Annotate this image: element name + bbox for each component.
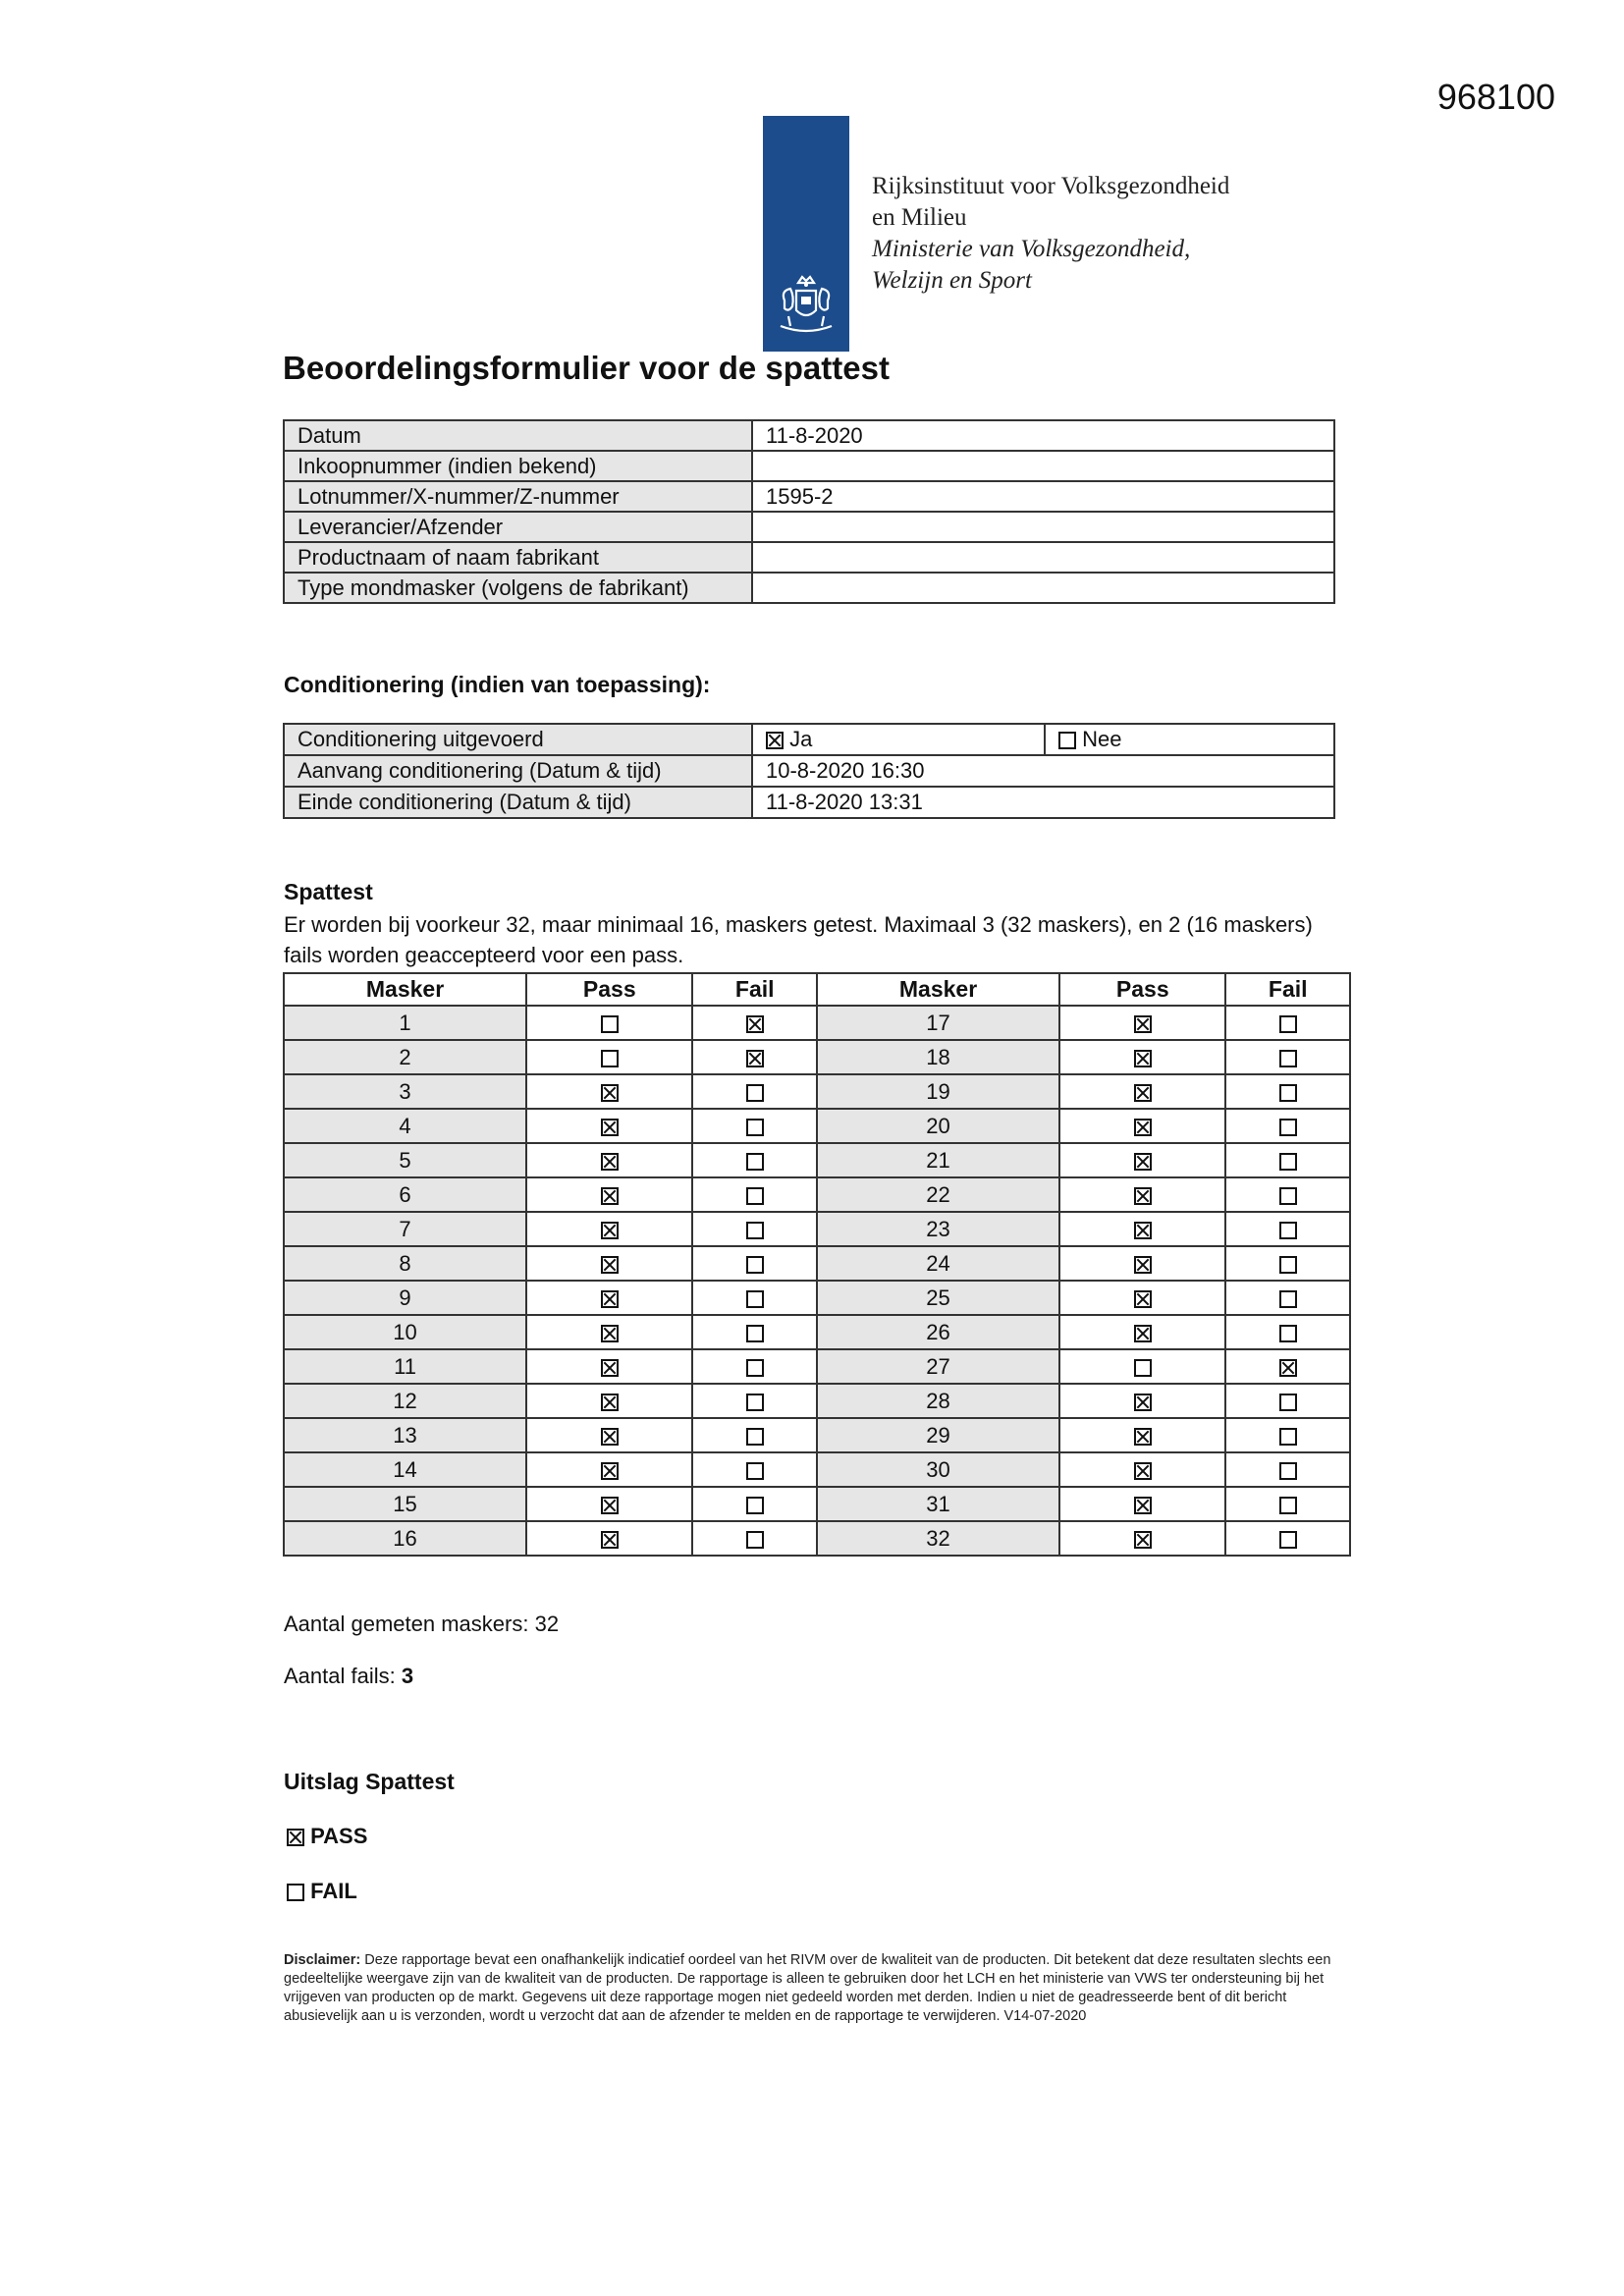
mask-number: 11 xyxy=(284,1349,526,1384)
mask-fail-checkbox[interactable] xyxy=(1279,1325,1297,1342)
mask-number: 22 xyxy=(817,1177,1059,1212)
mask-fail-checkbox[interactable] xyxy=(746,1428,764,1446)
mask-pass-cell[interactable] xyxy=(1059,1246,1225,1281)
mask-pass-checkbox[interactable] xyxy=(1134,1394,1152,1411)
mask-fail-checkbox[interactable] xyxy=(746,1222,764,1239)
conditioning-end-label: Einde conditionering (Datum & tijd) xyxy=(284,787,752,818)
mask-pass-checkbox[interactable] xyxy=(1134,1015,1152,1033)
mask-pass-cell[interactable] xyxy=(526,1349,692,1384)
mask-fail-cell[interactable] xyxy=(692,1487,817,1521)
mask-number: 3 xyxy=(284,1074,526,1109)
conditioning-end-row xyxy=(284,787,1334,818)
spattest-heading: Spattest xyxy=(284,879,373,904)
mask-fail-cell[interactable] xyxy=(1225,1177,1350,1212)
mask-pass-checkbox[interactable] xyxy=(1134,1290,1152,1308)
mask-pass-cell[interactable] xyxy=(526,1246,692,1281)
mask-column-header: Fail xyxy=(692,973,817,1006)
mask-number: 32 xyxy=(817,1521,1059,1556)
mask-number: 15 xyxy=(284,1487,526,1521)
mask-row xyxy=(284,1384,1350,1418)
mask-pass-checkbox[interactable] xyxy=(1134,1359,1152,1377)
mask-number: 23 xyxy=(817,1212,1059,1246)
mask-fail-cell[interactable] xyxy=(692,1315,817,1349)
mask-row xyxy=(284,1246,1350,1281)
mask-pass-cell[interactable] xyxy=(526,1418,692,1452)
info-value[interactable]: 1595-2 xyxy=(752,481,1334,512)
mask-number: 4 xyxy=(284,1109,526,1143)
mask-fail-cell[interactable] xyxy=(692,1109,817,1143)
info-row xyxy=(284,512,1334,542)
mask-fail-cell[interactable] xyxy=(692,1040,817,1074)
mask-pass-checkbox[interactable] xyxy=(601,1497,619,1514)
mask-fail-cell[interactable] xyxy=(692,1143,817,1177)
mask-fail-cell[interactable] xyxy=(1225,1315,1350,1349)
mask-pass-checkbox[interactable] xyxy=(1134,1084,1152,1102)
mask-number: 18 xyxy=(817,1040,1059,1074)
mask-number: 25 xyxy=(817,1281,1059,1315)
mask-row xyxy=(284,1315,1350,1349)
conditioning-no-label: Nee xyxy=(1082,727,1122,751)
mask-fail-checkbox[interactable] xyxy=(1279,1153,1297,1171)
mask-pass-cell[interactable] xyxy=(526,1487,692,1521)
mask-pass-checkbox[interactable] xyxy=(1134,1497,1152,1514)
mask-pass-cell[interactable] xyxy=(1059,1143,1225,1177)
organization-line-2: en Milieu xyxy=(872,204,967,231)
mask-row xyxy=(284,1281,1350,1315)
info-value[interactable]: 11-8-2020 xyxy=(752,420,1334,451)
mask-pass-cell[interactable] xyxy=(526,1521,692,1556)
mask-table-header xyxy=(284,973,1350,1006)
mask-pass-checkbox[interactable] xyxy=(1134,1153,1152,1171)
mask-pass-checkbox[interactable] xyxy=(1134,1119,1152,1136)
mask-fail-cell[interactable] xyxy=(1225,1452,1350,1487)
fails-label: Aantal fails: xyxy=(284,1664,396,1688)
mask-fail-checkbox[interactable] xyxy=(746,1119,764,1136)
mask-fail-checkbox[interactable] xyxy=(1279,1015,1297,1033)
info-label: Lotnummer/X-nummer/Z-nummer xyxy=(284,481,752,512)
disclaimer-text: Deze rapportage bevat een onafhankelijk indicatief oordeel van het RIVM over de kwaliteit van de producten. Dit betekent dat deze resultaten slechts een gedeeltelijke weergave zijn van de kwaliteit van de producten. De rapportage is alleen te gebruiken door het LCH en het ministerie van VWS ter ondersteuning bij het vrijgeven van producten op de markt. Gegevens uit deze rapportage mogen niet gedeeld worden met derden. Indien u niet de geadresseerde bent of dit bericht abusievelijk aan u is verzonden, wordt u verzocht dat aan de afzender te melden en de rapportage te verwijderen. V14-07-2020 xyxy=(284,1952,1331,2024)
mask-row xyxy=(284,1418,1350,1452)
mask-fail-checkbox[interactable] xyxy=(1279,1290,1297,1308)
mask-fail-checkbox[interactable] xyxy=(1279,1359,1297,1377)
mask-fail-checkbox[interactable] xyxy=(746,1187,764,1205)
fails-summary xyxy=(284,1664,413,1689)
mask-pass-cell[interactable] xyxy=(526,1281,692,1315)
conditioning-heading: Conditionering (indien van toepassing): xyxy=(284,672,711,697)
mask-row xyxy=(284,1521,1350,1556)
mask-fail-cell[interactable] xyxy=(692,1521,817,1556)
mask-number: 6 xyxy=(284,1177,526,1212)
mask-pass-checkbox[interactable] xyxy=(601,1394,619,1411)
mask-row xyxy=(284,1487,1350,1521)
mask-fail-checkbox[interactable] xyxy=(1279,1084,1297,1102)
mask-pass-checkbox[interactable] xyxy=(601,1462,619,1480)
mask-fail-cell[interactable] xyxy=(1225,1281,1350,1315)
conditioning-no-checkbox[interactable] xyxy=(1058,732,1076,749)
info-row xyxy=(284,573,1334,603)
mask-pass-checkbox[interactable] xyxy=(601,1325,619,1342)
mask-pass-checkbox[interactable] xyxy=(601,1015,619,1033)
mask-pass-cell[interactable] xyxy=(526,1452,692,1487)
mask-fail-checkbox[interactable] xyxy=(1279,1394,1297,1411)
mask-column-header: Pass xyxy=(1059,973,1225,1006)
info-value[interactable] xyxy=(752,573,1334,603)
mask-fail-checkbox[interactable] xyxy=(1279,1222,1297,1239)
info-label: Datum xyxy=(284,420,752,451)
mask-fail-checkbox[interactable] xyxy=(1279,1428,1297,1446)
info-label: Type mondmasker (volgens de fabrikant) xyxy=(284,573,752,603)
mask-pass-checkbox[interactable] xyxy=(601,1359,619,1377)
mask-fail-cell[interactable] xyxy=(692,1212,817,1246)
spattest-description: Er worden bij voorkeur 32, maar minimaal 16, maskers getest. Maximaal 3 (32 maskers), en 2 (16 maskers) fails worden geaccepteerd voor een pass. xyxy=(284,912,1313,967)
mask-number: 2 xyxy=(284,1040,526,1074)
info-row xyxy=(284,542,1334,573)
mask-row xyxy=(284,1006,1350,1040)
mask-number: 1 xyxy=(284,1006,526,1040)
mask-row xyxy=(284,1040,1350,1074)
mask-fail-cell[interactable] xyxy=(1225,1487,1350,1521)
mask-fail-cell[interactable] xyxy=(692,1281,817,1315)
mask-number: 20 xyxy=(817,1109,1059,1143)
mask-fail-cell[interactable] xyxy=(1225,1074,1350,1109)
mask-fail-cell[interactable] xyxy=(1225,1521,1350,1556)
result-pass-label: PASS xyxy=(310,1824,368,1848)
mask-fail-checkbox[interactable] xyxy=(1279,1119,1297,1136)
disclaimer-label: Disclaimer: xyxy=(284,1952,361,1968)
product-info-table xyxy=(283,419,1335,604)
royal-crest-icon xyxy=(771,271,841,342)
mask-fail-checkbox[interactable] xyxy=(746,1084,764,1102)
mask-pass-cell[interactable] xyxy=(1059,1384,1225,1418)
disclaimer xyxy=(284,1951,1336,2026)
mask-number: 30 xyxy=(817,1452,1059,1487)
mask-pass-checkbox[interactable] xyxy=(1134,1050,1152,1067)
mask-pass-cell[interactable] xyxy=(526,1315,692,1349)
mask-fail-cell[interactable] xyxy=(692,1418,817,1452)
result-pass-option[interactable] xyxy=(287,1824,367,1849)
mask-pass-cell[interactable] xyxy=(1059,1177,1225,1212)
result-fail-option[interactable] xyxy=(287,1879,357,1904)
mask-number: 21 xyxy=(817,1143,1059,1177)
mask-pass-checkbox[interactable] xyxy=(601,1256,619,1274)
measured-masks-value: 32 xyxy=(534,1612,560,1636)
mask-number: 26 xyxy=(817,1315,1059,1349)
mask-pass-cell[interactable] xyxy=(1059,1452,1225,1487)
mask-pass-cell[interactable] xyxy=(1059,1521,1225,1556)
mask-pass-cell[interactable] xyxy=(1059,1109,1225,1143)
mask-pass-checkbox[interactable] xyxy=(1134,1256,1152,1274)
mask-column-header: Masker xyxy=(284,973,526,1006)
mask-number: 14 xyxy=(284,1452,526,1487)
mask-fail-checkbox[interactable] xyxy=(746,1531,764,1549)
mask-fail-cell[interactable] xyxy=(1225,1246,1350,1281)
info-row xyxy=(284,451,1334,481)
mask-fail-checkbox[interactable] xyxy=(746,1394,764,1411)
conditioning-yes-label: Ja xyxy=(789,727,813,751)
mask-pass-cell[interactable] xyxy=(526,1040,692,1074)
mask-fail-checkbox[interactable] xyxy=(746,1015,764,1033)
ministry-line-1: Ministerie van Volksgezondheid, xyxy=(872,236,1191,262)
mask-pass-cell[interactable] xyxy=(1059,1315,1225,1349)
mask-fail-cell[interactable] xyxy=(692,1349,817,1384)
mask-pass-checkbox[interactable] xyxy=(601,1290,619,1308)
result-fail-label: FAIL xyxy=(310,1879,357,1903)
mask-fail-cell[interactable] xyxy=(1225,1006,1350,1040)
result-fail-checkbox[interactable] xyxy=(287,1884,304,1901)
mask-fail-cell[interactable] xyxy=(1225,1349,1350,1384)
mask-fail-cell[interactable] xyxy=(1225,1384,1350,1418)
mask-fail-checkbox[interactable] xyxy=(746,1497,764,1514)
mask-fail-checkbox[interactable] xyxy=(1279,1531,1297,1549)
conditioning-start-value[interactable]: 10-8-2020 16:30 xyxy=(752,755,1334,787)
mask-pass-cell[interactable] xyxy=(526,1006,692,1040)
conditioning-start-label: Aanvang conditionering (Datum & tijd) xyxy=(284,755,752,787)
conditioning-end-value[interactable]: 11-8-2020 13:31 xyxy=(752,787,1334,818)
mask-pass-cell[interactable] xyxy=(1059,1074,1225,1109)
organization-name xyxy=(872,171,1229,297)
conditioning-start-row xyxy=(284,755,1334,787)
mask-number: 24 xyxy=(817,1246,1059,1281)
mask-pass-cell[interactable] xyxy=(526,1109,692,1143)
mask-fail-cell[interactable] xyxy=(692,1246,817,1281)
mask-pass-checkbox[interactable] xyxy=(601,1428,619,1446)
mask-fail-checkbox[interactable] xyxy=(746,1290,764,1308)
mask-fail-cell[interactable] xyxy=(692,1384,817,1418)
page-title: Beoordelingsformulier voor de spattest xyxy=(283,350,890,386)
mask-row xyxy=(284,1109,1350,1143)
mask-fail-checkbox[interactable] xyxy=(1279,1187,1297,1205)
mask-pass-cell[interactable] xyxy=(1059,1349,1225,1384)
mask-fail-cell[interactable] xyxy=(1225,1109,1350,1143)
mask-fail-cell[interactable] xyxy=(692,1074,817,1109)
mask-number: 31 xyxy=(817,1487,1059,1521)
measured-masks-summary xyxy=(284,1612,559,1637)
conditioning-performed-label: Conditionering uitgevoerd xyxy=(284,724,752,755)
mask-fail-checkbox[interactable] xyxy=(746,1256,764,1274)
info-value[interactable] xyxy=(752,451,1334,481)
info-value[interactable] xyxy=(752,512,1334,542)
mask-pass-checkbox[interactable] xyxy=(1134,1325,1152,1342)
mask-fail-checkbox[interactable] xyxy=(1279,1050,1297,1067)
mask-fail-checkbox[interactable] xyxy=(746,1325,764,1342)
mask-pass-cell[interactable] xyxy=(526,1143,692,1177)
mask-row xyxy=(284,1452,1350,1487)
mask-row xyxy=(284,1212,1350,1246)
mask-pass-cell[interactable] xyxy=(526,1074,692,1109)
info-label: Leverancier/Afzender xyxy=(284,512,752,542)
mask-fail-cell[interactable] xyxy=(692,1006,817,1040)
mask-fail-cell[interactable] xyxy=(1225,1418,1350,1452)
measured-masks-label: Aantal gemeten maskers: xyxy=(284,1612,529,1636)
mask-column-header: Fail xyxy=(1225,973,1350,1006)
info-value[interactable] xyxy=(752,542,1334,573)
mask-pass-checkbox[interactable] xyxy=(601,1187,619,1205)
mask-column-header: Masker xyxy=(817,973,1059,1006)
mask-pass-cell[interactable] xyxy=(1059,1006,1225,1040)
result-pass-checkbox[interactable] xyxy=(287,1829,304,1846)
info-row xyxy=(284,420,1334,451)
conditioning-yes-checkbox[interactable] xyxy=(766,732,784,749)
mask-pass-cell[interactable] xyxy=(1059,1212,1225,1246)
info-label: Inkoopnummer (indien bekend) xyxy=(284,451,752,481)
document-number: 968100 xyxy=(1436,77,1555,117)
mask-number: 8 xyxy=(284,1246,526,1281)
mask-pass-checkbox[interactable] xyxy=(1134,1222,1152,1239)
mask-row xyxy=(284,1349,1350,1384)
rijksoverheid-logo xyxy=(763,116,849,352)
mask-pass-checkbox[interactable] xyxy=(1134,1187,1152,1205)
mask-results-table xyxy=(283,972,1351,1557)
mask-pass-checkbox[interactable] xyxy=(601,1153,619,1171)
mask-fail-cell[interactable] xyxy=(1225,1143,1350,1177)
mask-number: 17 xyxy=(817,1006,1059,1040)
conditioning-no-cell[interactable] xyxy=(1045,724,1334,755)
mask-number: 13 xyxy=(284,1418,526,1452)
mask-pass-cell[interactable] xyxy=(1059,1281,1225,1315)
mask-column-header: Pass xyxy=(526,973,692,1006)
fails-value: 3 xyxy=(401,1664,414,1688)
mask-pass-checkbox[interactable] xyxy=(601,1050,619,1067)
mask-fail-cell[interactable] xyxy=(692,1452,817,1487)
mask-number: 7 xyxy=(284,1212,526,1246)
mask-pass-cell[interactable] xyxy=(1059,1040,1225,1074)
mask-fail-cell[interactable] xyxy=(1225,1212,1350,1246)
mask-number: 9 xyxy=(284,1281,526,1315)
mask-fail-checkbox[interactable] xyxy=(1279,1462,1297,1480)
mask-fail-cell[interactable] xyxy=(692,1177,817,1212)
mask-pass-cell[interactable] xyxy=(526,1177,692,1212)
mask-pass-checkbox[interactable] xyxy=(1134,1428,1152,1446)
conditioning-table xyxy=(283,723,1335,819)
mask-number: 27 xyxy=(817,1349,1059,1384)
mask-fail-checkbox[interactable] xyxy=(1279,1497,1297,1514)
ministry-line-2: Welzijn en Sport xyxy=(872,267,1032,294)
mask-number: 29 xyxy=(817,1418,1059,1452)
conditioning-yes-cell[interactable] xyxy=(752,724,1045,755)
mask-number: 5 xyxy=(284,1143,526,1177)
mask-pass-checkbox[interactable] xyxy=(601,1119,619,1136)
mask-pass-checkbox[interactable] xyxy=(1134,1462,1152,1480)
mask-row xyxy=(284,1177,1350,1212)
conditioning-performed-row xyxy=(284,724,1334,755)
mask-pass-checkbox[interactable] xyxy=(601,1084,619,1102)
mask-pass-cell[interactable] xyxy=(526,1212,692,1246)
mask-pass-cell[interactable] xyxy=(526,1384,692,1418)
mask-pass-checkbox[interactable] xyxy=(1134,1531,1152,1549)
organization-line-1: Rijksinstituut voor Volksgezondheid xyxy=(872,173,1230,199)
mask-fail-checkbox[interactable] xyxy=(746,1462,764,1480)
mask-row xyxy=(284,1074,1350,1109)
mask-pass-checkbox[interactable] xyxy=(601,1222,619,1239)
mask-pass-checkbox[interactable] xyxy=(601,1531,619,1549)
mask-number: 16 xyxy=(284,1521,526,1556)
mask-fail-checkbox[interactable] xyxy=(746,1153,764,1171)
mask-number: 12 xyxy=(284,1384,526,1418)
result-heading: Uitslag Spattest xyxy=(284,1769,455,1794)
mask-pass-cell[interactable] xyxy=(1059,1418,1225,1452)
mask-number: 28 xyxy=(817,1384,1059,1418)
mask-pass-cell[interactable] xyxy=(1059,1487,1225,1521)
mask-number: 19 xyxy=(817,1074,1059,1109)
info-label: Productnaam of naam fabrikant xyxy=(284,542,752,573)
mask-number: 10 xyxy=(284,1315,526,1349)
mask-fail-checkbox[interactable] xyxy=(746,1359,764,1377)
info-row xyxy=(284,481,1334,512)
mask-row xyxy=(284,1143,1350,1177)
mask-fail-checkbox[interactable] xyxy=(1279,1256,1297,1274)
mask-fail-checkbox[interactable] xyxy=(746,1050,764,1067)
mask-fail-cell[interactable] xyxy=(1225,1040,1350,1074)
